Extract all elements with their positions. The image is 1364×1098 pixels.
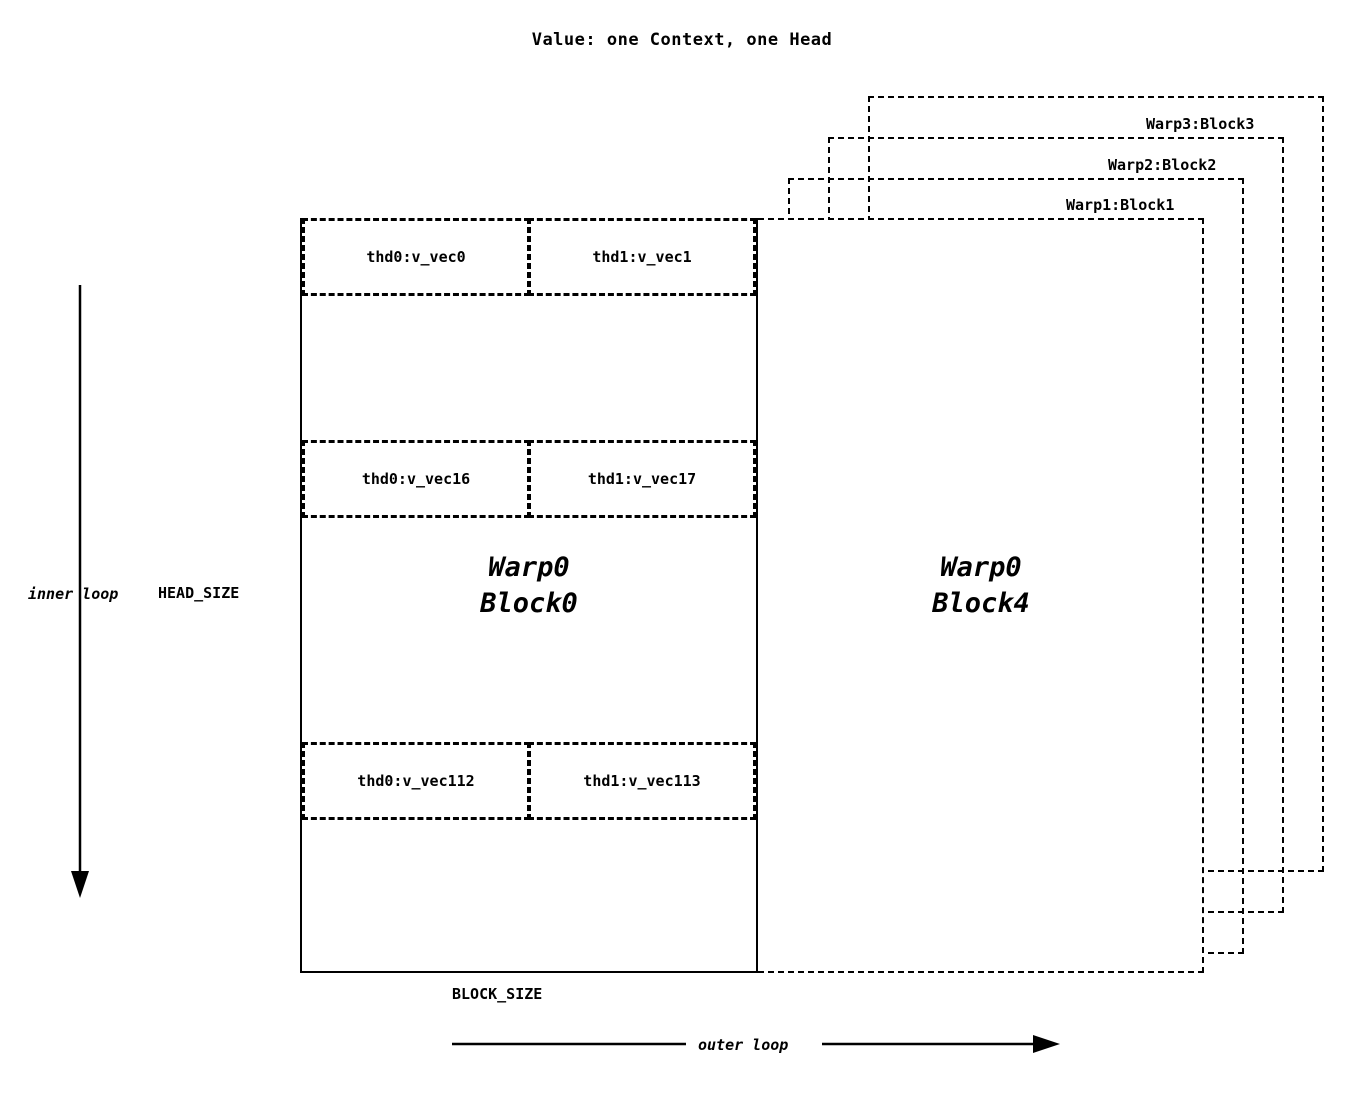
block-size-label: BLOCK_SIZE: [452, 985, 543, 1003]
thread-cell: thd0:v_vec0: [302, 218, 530, 296]
block0-warp-line1: Warp0: [488, 552, 570, 583]
thread-cell: thd1:v_vec1: [528, 218, 756, 296]
back-block-1-label: Warp1:Block1: [1066, 196, 1175, 214]
back-block-3-label: Warp3:Block3: [1146, 115, 1255, 133]
outer-loop-label: outer loop: [698, 1036, 789, 1054]
back-block-2-label: Warp2:Block2: [1108, 156, 1217, 174]
thread-cell: thd1:v_vec113: [528, 742, 756, 820]
thread-cell: thd1:v_vec17: [528, 440, 756, 518]
thread-cell: thd0:v_vec16: [302, 440, 530, 518]
block4-block-line2: Block4: [932, 588, 1030, 620]
thread-cell: thd0:v_vec112: [302, 742, 530, 820]
block4-warp-label: [758, 550, 1204, 623]
page-title: Value: one Context, one Head: [531, 30, 833, 50]
head-size-label: HEAD_SIZE: [158, 584, 240, 602]
block0-block-line2: Block0: [480, 588, 578, 620]
block4-warp-line1: Warp0: [940, 552, 1022, 583]
block0-warp-label: [300, 550, 758, 623]
inner-loop-label: inner loop: [28, 585, 119, 603]
